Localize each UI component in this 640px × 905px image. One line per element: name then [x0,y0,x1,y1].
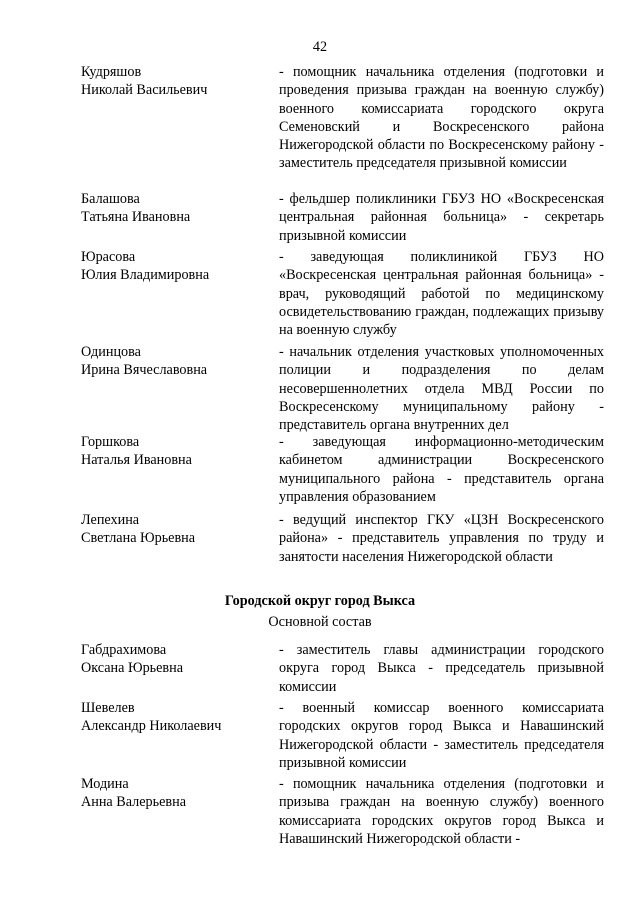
member-given-name: Юлия Владимировна [81,267,210,284]
member-name [81,775,271,812]
member-given-name: Анна Валерьевна [81,794,186,811]
member-name [81,248,271,285]
member-role: - ведущий инспектор ГКУ «ЦЗН Воскресенского района» - представитель управления по труду и занятости населения Нижегородской области [279,512,604,565]
member-role: - помощник начальника отделения (подготовки и проведения призыва граждан на военную службу) военного комиссариата городского округа Семеновский и Воскресенского района Нижегородской области по Воскресенскому району - заместитель председателя призывной комиссии [279,64,604,172]
member-name [81,63,271,100]
member-given-name: Александр Николаевич [81,718,222,735]
member-role: - помощник начальника отделения (подготовки и призыва граждан на военную службу) военного комиссариата городских округов город Выкса и Навашинский Нижегородской области - [279,776,604,847]
member-name [81,190,271,227]
member-name [81,641,271,678]
section-title: Городской округ город Выкса [224,593,416,609]
member-role: - заместитель главы администрации городского округа город Выкса - председатель призывной комиссии [279,642,604,695]
member-role: - заведующая поликлиникой ГБУЗ НО «Воскресенская центральная районная больница» - врач, руководящий работой по медицинскому освидетельствованию граждан, подлежащих призыву на военную службу [279,249,604,339]
member-name [81,343,271,380]
member-name [81,699,271,736]
member-given-name: Татьяна Ивановна [81,209,191,226]
member-role: - фельдшер поликлиники ГБУЗ НО «Воскресенская центральная районная больница» - секретарь призывной комиссии [279,191,604,244]
page-number: 42 [312,39,328,55]
member-role: - заведующая информационно-методическим кабинетом администрации Воскресенского муниципального района - представитель органа управления образованием [279,434,604,505]
member-given-name: Николай Васильевич [81,82,208,99]
member-surname: Шевелев [81,700,135,716]
subsection-title: Основной состав [268,614,372,630]
member-surname: Горшкова [81,434,140,450]
member-given-name: Оксана Юрьевна [81,660,184,677]
member-name [81,511,271,548]
member-role: - начальник отделения участковых уполномоченных полиции и подразделения по делам несовершеннолетних отдела МВД России по Воскресенскому муниципальному району - представитель органа внутренних дел [279,344,604,434]
member-surname: Одинцова [81,344,141,360]
member-surname: Кудряшов [81,64,142,80]
member-surname: Юрасова [81,249,136,265]
member-given-name: Светлана Юрьевна [81,530,196,547]
member-role: - военный комиссар военного комиссариата городских округов город Выкса и Навашинский Нижегородской области - заместитель председателя призывной комиссии [279,700,604,771]
member-surname: Балашова [81,191,140,207]
member-name [81,433,271,470]
member-surname: Модина [81,776,129,792]
member-surname: Габдрахимова [81,642,167,658]
member-given-name: Наталья Ивановна [81,452,192,469]
member-given-name: Ирина Вячеславовна [81,362,208,379]
member-surname: Лепехина [81,512,140,528]
